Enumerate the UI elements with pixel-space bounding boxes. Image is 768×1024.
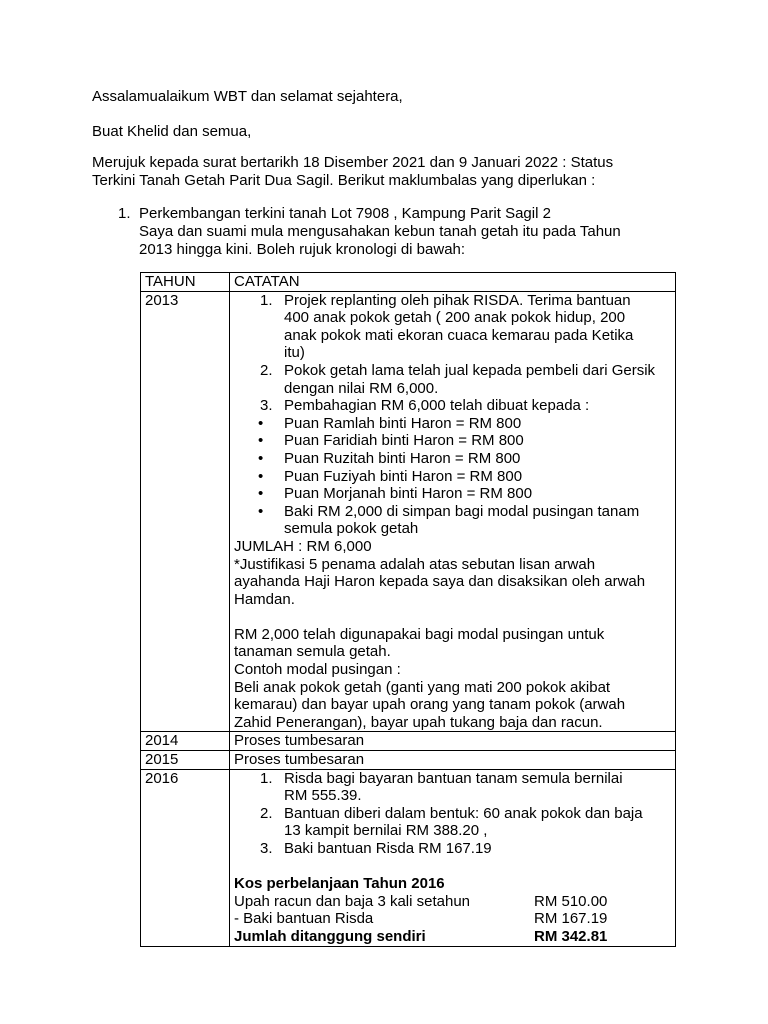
cost-row (234, 910, 671, 928)
cost-row (234, 893, 671, 911)
item-line: Saya dan suami mula mengusahakan kebun tanah getah itu pada Tahun (139, 223, 621, 240)
year-cell: 2015 (141, 751, 230, 770)
bullet-item: • Puan Fuziyah binti Haron = RM 800 (234, 468, 671, 486)
bullet-item: • Puan Faridiah binti Haron = RM 800 (234, 432, 671, 450)
notes-cell (230, 291, 676, 732)
greeting: Assalamualaikum WBT dan selamat sejahtera, (92, 88, 403, 105)
item-number: 1. (118, 205, 131, 222)
table-row (141, 732, 676, 751)
year-cell: 2013 (141, 291, 230, 732)
cost-label: - Baki bantuan Risda (234, 910, 374, 928)
table-row (141, 291, 676, 732)
item-line: 2013 hingga kini. Boleh rujuk kronologi di bawah: (139, 241, 466, 258)
numbered-list (234, 292, 671, 415)
jumlah-line: JUMLAH : RM 6,000 (234, 537, 372, 555)
list-item: 2. Bantuan diberi dalam bentuk: 60 anak pokok dan baja 13 kampit bernilai RM 388.20 , (234, 805, 671, 840)
header-catatan: CATATAN (230, 273, 676, 292)
cost-label: Upah racun dan baja 3 kali setahun (234, 892, 471, 910)
cost-amount: RM 342.81 (534, 927, 608, 945)
salutation: Buat Khelid dan semua, (92, 123, 252, 140)
modal-note: RM 2,000 telah digunapakai bagi modal pusingan untuk tanaman semula getah. Contoh modal pusingan : Beli anak pokok getah (ganti yang mati 200 pokok akibat kemarau) dan bayar upah orang yang tanam pokok (arwah Zahid Penerangan), bayar upah tukang baja dan racun. (234, 625, 626, 731)
cost-total-row (234, 928, 671, 946)
table-row (141, 751, 676, 770)
intro-line-1: Merujuk kepada surat bertarikh 18 Disember 2021 dan 9 Januari 2022 : Status (92, 154, 614, 171)
justification-text: *Justifikasi 5 penama adalah atas sebutan lisan arwah ayahanda Haji Haron kepada saya dan disaksikan oleh arwah Hamdan. (234, 555, 646, 608)
list-item: 2. Pokok getah lama telah jual kepada pembeli dari Gersik dengan nilai RM 6,000. (234, 362, 671, 397)
bullet-item: • Puan Morjanah binti Haron = RM 800 (234, 485, 671, 503)
header-tahun: TAHUN (141, 273, 230, 292)
item-heading: Perkembangan terkini tanah Lot 7908 , Kampung Parit Sagil 2 (139, 205, 551, 222)
bullet-list (234, 415, 671, 538)
list-item: 3. Baki bantuan Risda RM 167.19 (234, 840, 671, 858)
table-header-row (141, 273, 676, 292)
year-cell: 2014 (141, 732, 230, 751)
intro-line-2: Terkini Tanah Getah Parit Dua Sagil. Berikut maklumbalas yang diperlukan : (92, 172, 596, 189)
year-cell: 2016 (141, 769, 230, 946)
table-row (141, 769, 676, 946)
list-item: 3. Pembahagian RM 6,000 telah dibuat kepada : (234, 397, 671, 415)
bullet-item: • Puan Ramlah binti Haron = RM 800 (234, 415, 671, 433)
bullet-item: • Baki RM 2,000 di simpan bagi modal pusingan tanam semula pokok getah (234, 503, 671, 538)
chronology-table (140, 272, 676, 947)
notes-cell: Proses tumbesaran (230, 732, 676, 751)
numbered-list (234, 770, 671, 858)
list-item: 1. Risda bagi bayaran bantuan tanam semula bernilai RM 555.39. (234, 770, 671, 805)
notes-cell (230, 769, 676, 946)
cost-amount: RM 167.19 (534, 910, 608, 928)
cost-label: Jumlah ditanggung sendiri (234, 927, 426, 945)
cost-amount: RM 510.00 (534, 892, 608, 910)
bullet-item: • Puan Ruzitah binti Haron = RM 800 (234, 450, 671, 468)
notes-cell: Proses tumbesaran (230, 751, 676, 770)
cost-heading: Kos perbelanjaan Tahun 2016 (234, 875, 445, 893)
list-item: 1. Projek replanting oleh pihak RISDA. Terima bantuan 400 anak pokok getah ( 200 anak pokok hidup, 200 anak pokok mati ekoran cuaca kemarau pada Ketika itu) (234, 292, 671, 362)
